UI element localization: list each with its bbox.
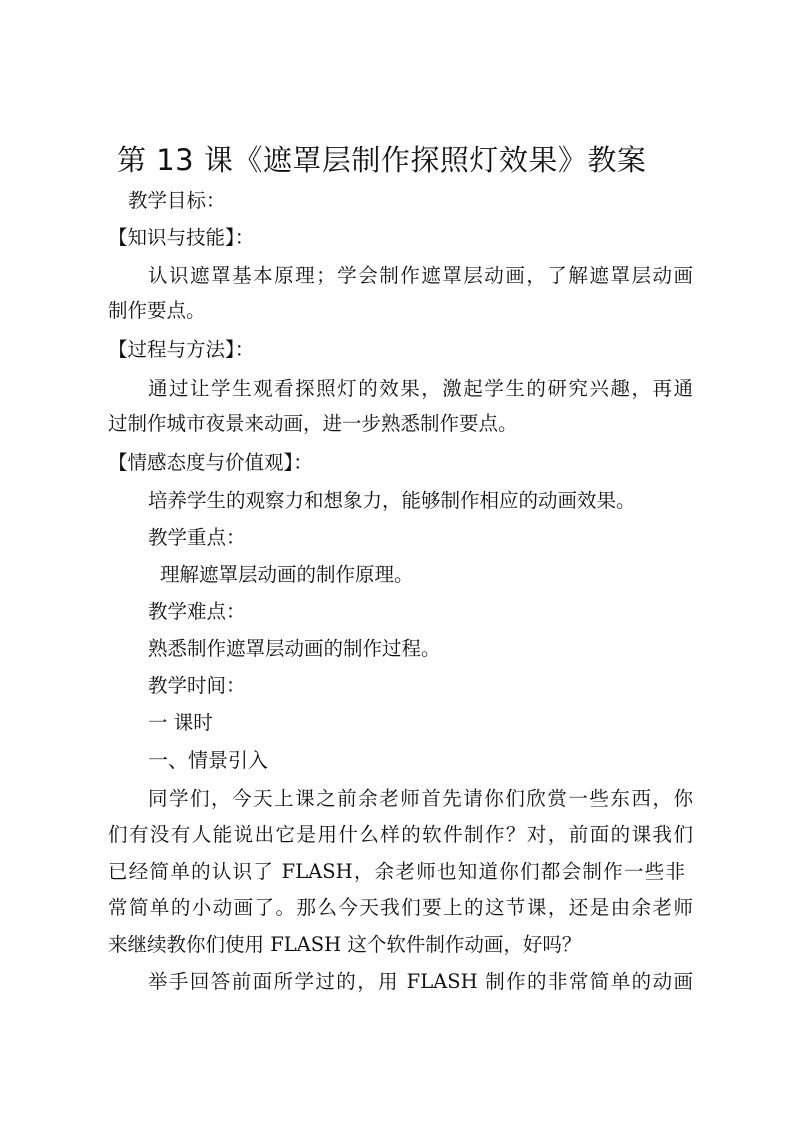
intro-paragraph-line-4: 常简单的小动画了。那么今天我们要上的这节课，还是由余老师 bbox=[108, 896, 693, 919]
emotion-values-heading: 【情感态度与价值观】： bbox=[108, 451, 313, 474]
difficulty-label: 教学难点： bbox=[148, 600, 246, 623]
teaching-goals-label: 教学目标： bbox=[128, 189, 226, 212]
intro-paragraph-line-1: 同学们，今天上课之前余老师首先请你们欣赏一些东西，你 bbox=[148, 787, 693, 810]
process-method-heading: 【过程与方法】： bbox=[108, 338, 255, 361]
intro-paragraph-2-line-1: 举手回答前面所学过的，用 FLASH 制作的非常简单的动画 bbox=[148, 970, 693, 993]
intro-paragraph-line-3: 已经简单的认识了 FLASH，余老师也知道你们都会制作一些非 bbox=[108, 860, 685, 883]
key-points-text: 理解遮罩层动画的制作原理。 bbox=[160, 563, 414, 586]
knowledge-skills-heading: 【知识与技能】： bbox=[108, 226, 255, 249]
difficulty-text: 熟悉制作遮罩层动画的制作过程。 bbox=[148, 637, 441, 660]
teaching-time-text: 一 课时 bbox=[148, 711, 213, 734]
process-text-line-1: 通过让学生观看探照灯的效果，激起学生的研究兴趣，再通 bbox=[148, 377, 693, 400]
process-text-line-2: 过制作城市夜景来动画，进一步熟悉制作要点。 bbox=[108, 412, 518, 435]
key-points-label: 教学重点： bbox=[148, 526, 246, 549]
knowledge-text-line-2: 制作要点。 bbox=[108, 299, 206, 322]
section-1-heading: 一、情景引入 bbox=[148, 748, 268, 772]
document-title: 第 13 课《遮罩层制作探照灯效果》教案 bbox=[117, 143, 647, 177]
intro-paragraph-line-2: 们有没有人能说出它是用什么样的软件制作？对，前面的课我们 bbox=[108, 823, 693, 846]
intro-paragraph-line-5: 来继续教你们使用 FLASH 这个软件制作动画，好吗？ bbox=[108, 933, 582, 956]
knowledge-text-line-1: 认识遮罩基本原理；学会制作遮罩层动画，了解遮罩层动画 bbox=[148, 264, 693, 287]
emotion-text: 培养学生的观察力和想象力，能够制作相应的动画效果。 bbox=[148, 489, 636, 512]
teaching-time-label: 教学时间： bbox=[148, 674, 246, 697]
